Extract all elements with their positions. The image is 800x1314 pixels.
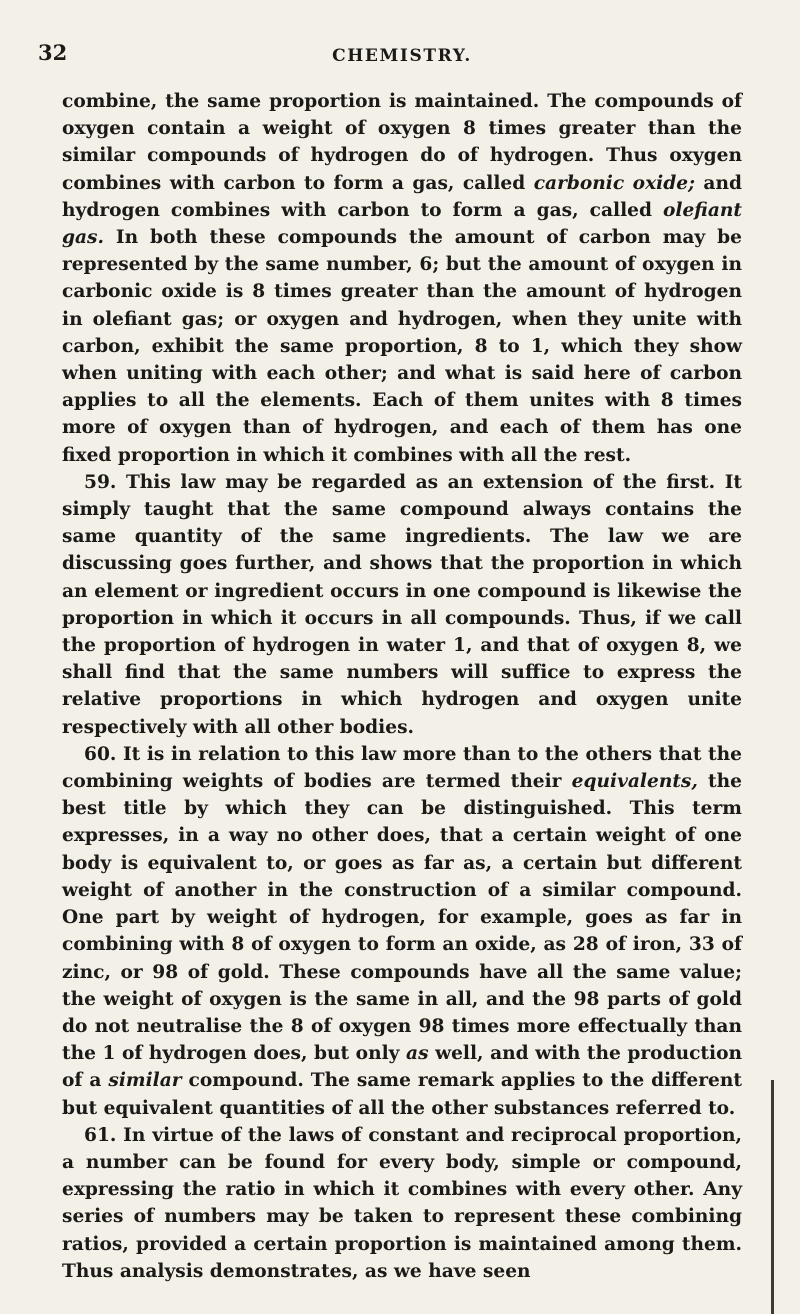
italic-term: olefiant gas. bbox=[62, 199, 742, 249]
paragraph-59 bbox=[62, 469, 742, 741]
text-run: and hydrogen combines with carbon to form a gas, called bbox=[62, 172, 742, 221]
page-number: 32 bbox=[38, 40, 68, 65]
paragraph-60 bbox=[62, 741, 742, 1122]
page-header bbox=[38, 40, 742, 88]
text-run: the best title by which they can be distinguished. This term expresses, in a way no other does, that a certain weight of one body is equivalent to, or goes as far as, a certain but different weight of another in the construction of a similar compound. One part by weight of hydrogen, for example, goes as far in combining with 8 of oxygen to form an oxide, as 28 of iron, 33 of zinc, or 98 of gold. These compounds have all the same value; the weight of oxygen is the same in all, and the 98 parts of gold do not neutralise the 8 of oxygen 98 times more effectually than the 1 of hydrogen does, but only bbox=[62, 771, 742, 1065]
text-run: combine, the same proportion is maintained. The compounds of oxygen contain a weight of oxygen 8 times greater than the similar compounds of hydrogen do of hydrogen. Thus oxygen combines with carbon to form a gas, called bbox=[62, 91, 742, 194]
italic-term: similar bbox=[108, 1070, 182, 1092]
paragraph-61 bbox=[62, 1122, 742, 1285]
body-text bbox=[62, 88, 742, 1285]
running-head: CHEMISTRY. bbox=[332, 46, 472, 66]
italic-term: equivalents, bbox=[571, 771, 698, 793]
text-run: 61. In virtue of the laws of constant and reciprocal proportion, a number can be found for every body, simple or compound, expressing the ratio in which it combines with every other. Any series of numbers may be taken to represent these combining ratios, provided a certain proportion is maintained among them. Thus analysis demonstrates, as we have seen bbox=[62, 1124, 742, 1282]
page bbox=[38, 40, 742, 1285]
page-edge-shadow bbox=[771, 1080, 774, 1314]
text-run: compound. The same remark applies to the different but equivalent quantities of all the other substances referred to. bbox=[62, 1070, 742, 1119]
paragraph bbox=[62, 88, 742, 469]
text-run: well, and with the production of a bbox=[62, 1043, 742, 1092]
italic-term: as bbox=[406, 1043, 429, 1065]
text-run: 59. This law may be regarded as an extension of the first. It simply taught that the same compound always contains the same quantity of the same ingredients. The law we are discussing goes further, and shows that the proportion in which an element or ingredient occurs in one compound is likewise the proportion in which it occurs in all compounds. Thus, if we call the proportion of hydrogen in water 1, and that of oxygen 8, we shall find that the same numbers will suffice to express the relative proportions in which hydrogen and oxygen unite respectively with all other bodies. bbox=[62, 471, 742, 738]
text-run: 60. It is in relation to this law more than to the others that the combining weights of bodies are termed their bbox=[62, 743, 742, 793]
italic-term: carbonic oxide; bbox=[533, 172, 695, 194]
text-run: In both these compounds the amount of carbon may be represented by the same number, 6; but the amount of oxygen in carbonic oxide is 8 times greater than the amount of hydrogen in olefiant gas; or oxygen and hydrogen, when they unite with carbon, exhibit the same proportion, 8 to 1, which they show when uniting with each other; and what is said here of carbon applies to all the elements. Each of them unites with 8 times more of oxygen than of hydrogen, and each of them has one fixed proportion in which it combines with all the rest. bbox=[62, 227, 742, 466]
